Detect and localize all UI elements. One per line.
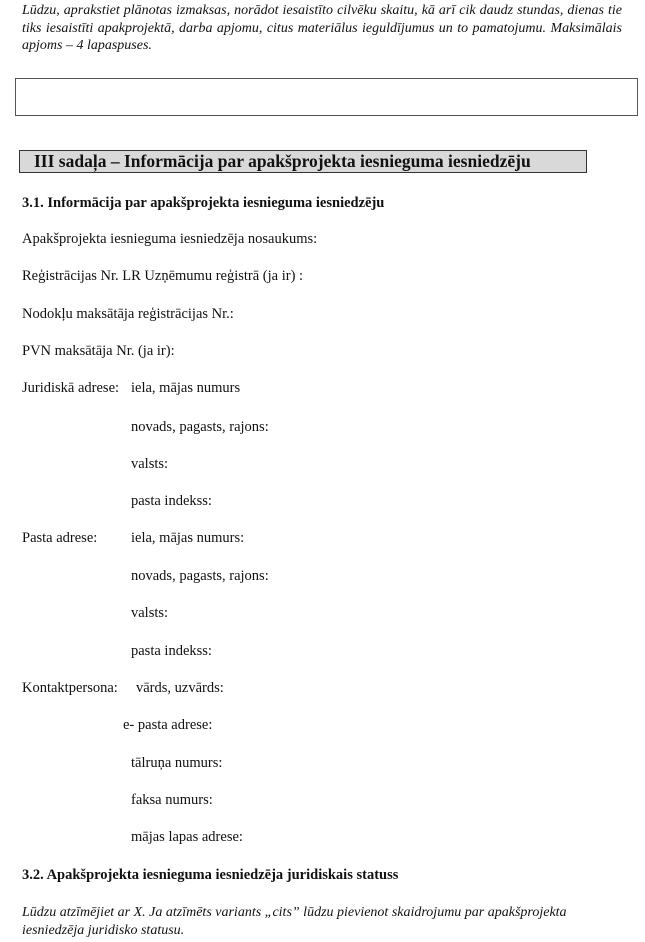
field-legal-postcode: pasta indekss: xyxy=(131,493,212,509)
field-contact-fax: faksa numurs: xyxy=(131,792,213,808)
field-contact-name: vārds, uzvārds: xyxy=(136,680,224,696)
field-contact-website: mājas lapas adrese: xyxy=(131,829,243,845)
field-postal-postcode: pasta indekss: xyxy=(131,643,212,659)
subsection-title-3-1: 3.1. Informācija par apakšprojekta iesnieguma iesniedzēju xyxy=(22,195,385,211)
description-answer-box[interactable] xyxy=(15,78,638,116)
field-applicant-name: Apakšprojekta iesnieguma iesniedzēja nosaukums: xyxy=(22,231,318,247)
field-contact-email: e- pasta adrese: xyxy=(123,717,213,733)
legal-address-label: Juridiskā adrese: xyxy=(22,380,120,396)
field-legal-district: novads, pagasts, rajons: xyxy=(131,419,269,435)
subsection-title-3-2: 3.2. Apakšprojekta iesnieguma iesniedzēja juridiskais statuss xyxy=(22,867,399,883)
field-postal-street: iela, mājas numurs: xyxy=(131,530,245,546)
legal-status-instructions: Lūdzu atzīmējiet ar X. Ja atzīmēts variants „cits” lūdzu pievienot skaidrojumu par apakšprojekta iesniedzēja juridisko statusu. xyxy=(22,905,567,938)
section-title: III sadaļa – Informācija par apakšprojekta iesnieguma iesniedzēju xyxy=(19,150,587,173)
field-postal-district: novads, pagasts, rajons: xyxy=(131,568,269,584)
field-vat-number: PVN maksātāja Nr. (ja ir): xyxy=(22,343,175,359)
postal-address-label: Pasta adrese: xyxy=(22,530,98,546)
field-postal-country: valsts: xyxy=(131,605,169,621)
intro-instructions: Lūdzu, aprakstiet plānotas izmaksas, norādot iesaistīto cilvēku skaitu, kā arī cik daudz stundas, dienas tie tiks iesaistīti apakprojektā, darba apjomu, citus materiālus ieguldījumus un to pamatojumu. Maksimālais apjoms – 4 lapaspuses. xyxy=(22,3,622,53)
field-contact-phone: tālruņa numurs: xyxy=(131,755,223,771)
field-legal-country: valsts: xyxy=(131,456,169,472)
contact-person-label: Kontaktpersona: xyxy=(22,680,118,696)
field-legal-street: iela, mājas numurs xyxy=(131,380,241,396)
field-registration-number: Reģistrācijas Nr. LR Uzņēmumu reģistrā (ja ir) : xyxy=(22,268,304,284)
field-tax-registration-number: Nodokļu maksātāja reģistrācijas Nr.: xyxy=(22,306,234,322)
